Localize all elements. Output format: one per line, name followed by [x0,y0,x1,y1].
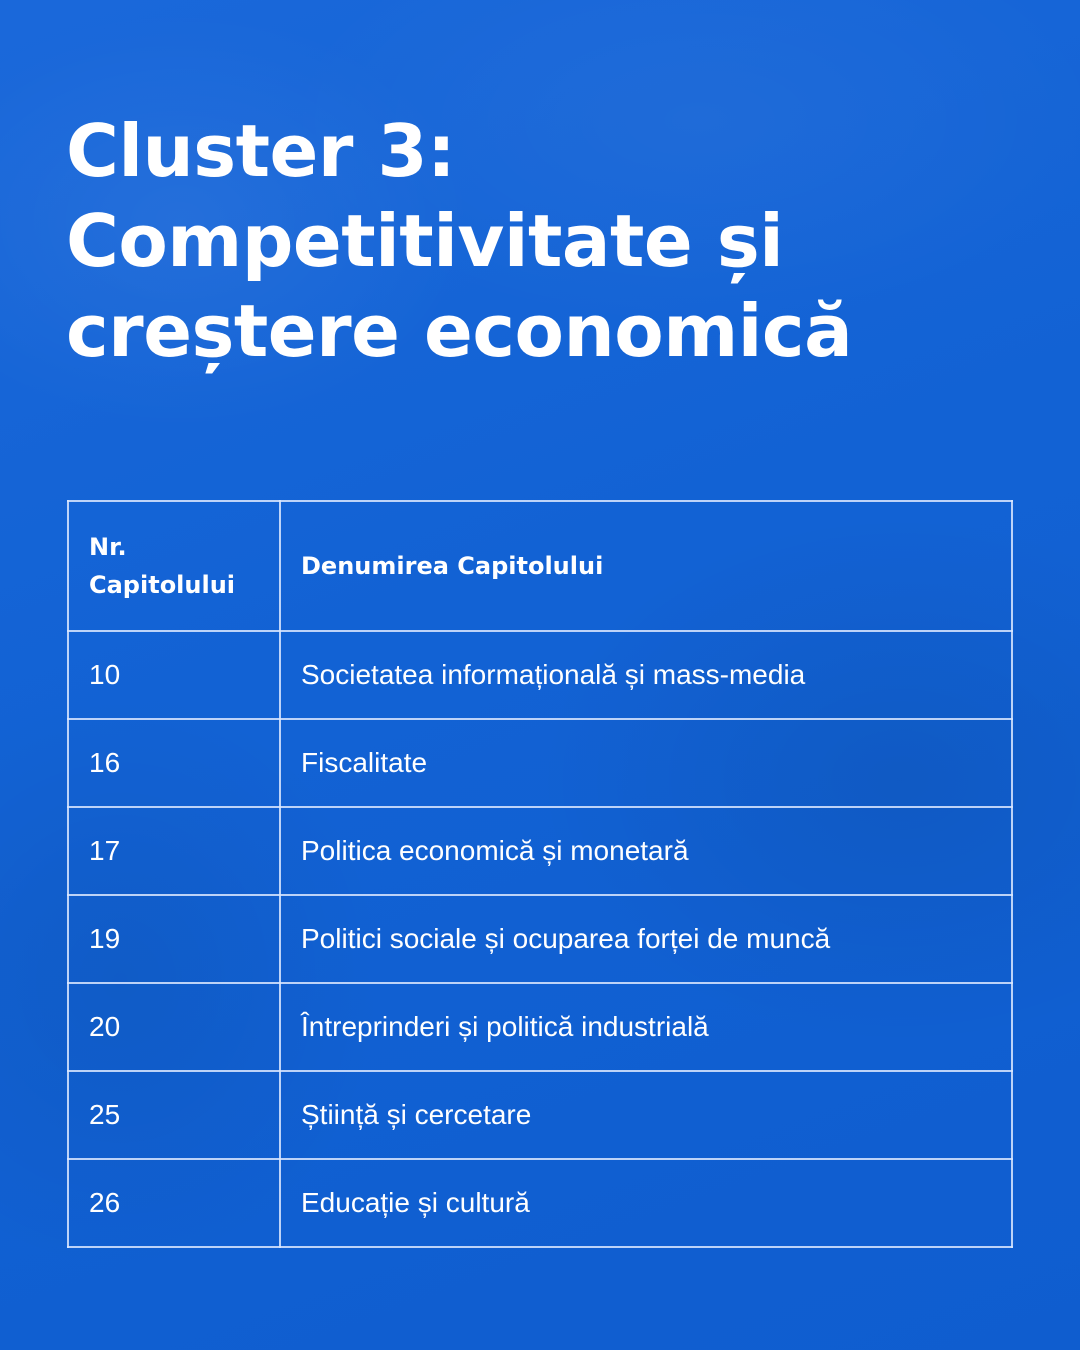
page-title-line-2: Competitivitate și [66,199,784,283]
chapter-name-cell: Întreprinderi și politică industrială [280,983,1012,1071]
table-row [68,1159,1012,1247]
chapter-name-cell: Societatea informațională și mass-media [280,631,1012,719]
chapter-number-cell: 19 [68,895,280,983]
page-title-line-1: Cluster 3: [66,109,456,193]
chapter-name-cell: Fiscalitate [280,719,1012,807]
header-chapter-number-line-2: Capitolului [89,571,236,599]
chapter-name-cell: Politica economică și monetară [280,807,1012,895]
chapter-name-cell: Politici sociale și ocuparea forței de muncă [280,895,1012,983]
table-row [68,1071,1012,1159]
chapter-name-cell: Știință și cercetare [280,1071,1012,1159]
header-chapter-name: Denumirea Capitolului [280,501,1012,631]
table-header-row [68,501,1012,631]
chapter-number-cell: 10 [68,631,280,719]
header-chapter-number-line-1: Nr. [89,533,127,561]
chapter-name-cell: Educație și cultură [280,1159,1012,1247]
chapter-number-cell: 16 [68,719,280,807]
chapter-number-cell: 25 [68,1071,280,1159]
chapter-number-cell: 20 [68,983,280,1071]
page-title-line-3: creștere economică [66,289,853,373]
table-row [68,719,1012,807]
table-row [68,895,1012,983]
chapters-table [67,500,1013,1248]
table-row [68,807,1012,895]
chapters-table-container [67,500,1011,1248]
table-row [68,983,1012,1071]
chapter-number-cell: 17 [68,807,280,895]
header-chapter-number [68,501,280,631]
page-title [66,106,1026,376]
table-row [68,631,1012,719]
chapter-number-cell: 26 [68,1159,280,1247]
